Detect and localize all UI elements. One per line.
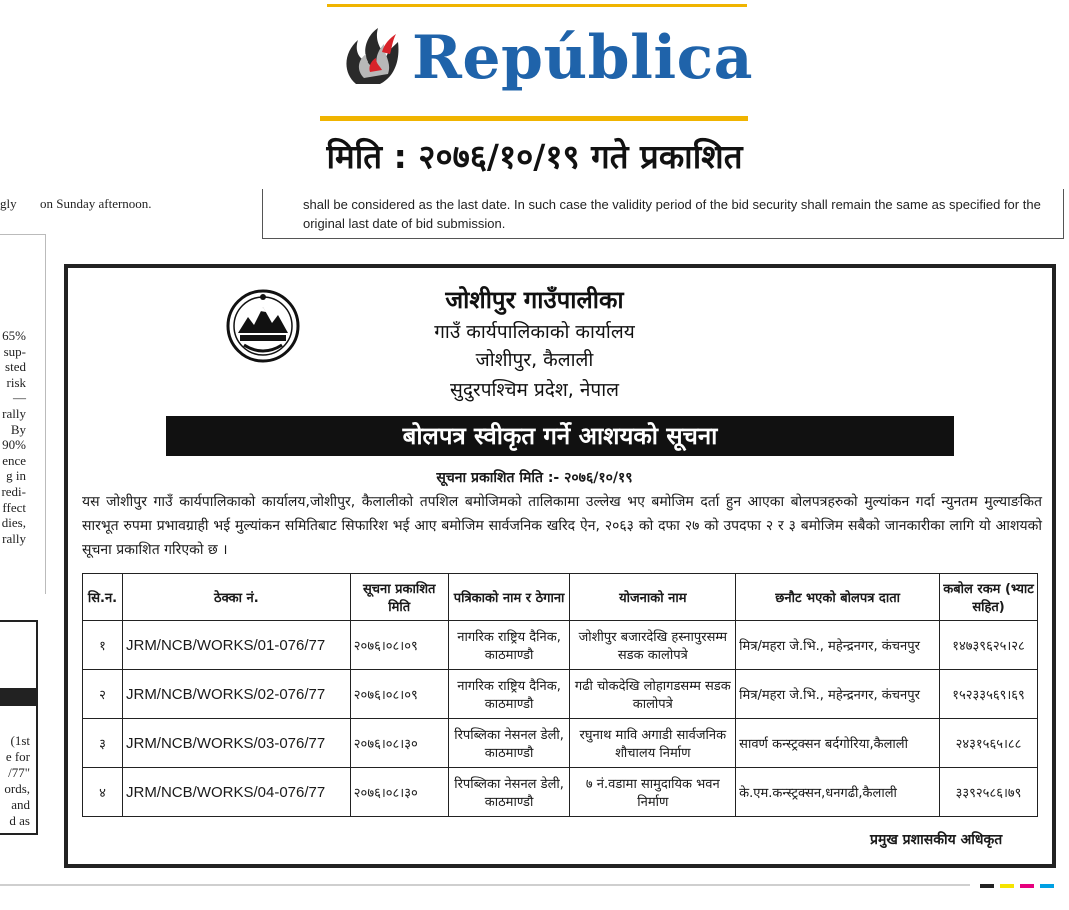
table-row <box>83 621 1038 670</box>
left-box-bar <box>0 688 38 706</box>
registration-mark-cyan <box>1040 884 1054 888</box>
fragment-line: dies, <box>1 515 26 531</box>
cell-contract-no: JRM/NCB/WORKS/02-076/77 <box>122 670 350 719</box>
fragment-line: rally <box>2 405 26 421</box>
cell-project: गढी चोकदेखि लोहागडसम्म सडक कालोपत्रे <box>570 670 736 719</box>
cell-amount: १५२३३५६९।६९ <box>940 670 1038 719</box>
bid-table <box>82 573 1038 817</box>
cell-date: २०७६।०८।३० <box>350 719 448 768</box>
fragment-line: /77" <box>8 765 30 780</box>
cell-newspaper: रिपब्लिका नेसनल डेली, काठमाण्डौ <box>448 768 570 817</box>
cell-amount: १४७३९६२५।२८ <box>940 621 1038 670</box>
fragment-line: (1st <box>10 733 30 748</box>
cell-newspaper: नागरिक राष्ट्रिय दैनिक, काठमाण्डौ <box>448 670 570 719</box>
cell-project: जोशीपुर बजारदेखि हस्नापुरसम्म सडक कालोपत्रे <box>570 621 736 670</box>
fragment-line: risk <box>6 374 26 390</box>
notice-published-date: सूचना प्रकाशित मिति :- २०७६/१०/१९ <box>436 470 633 486</box>
cell-bidder: मित्र/महरा जे.भि., महेन्द्रनगर, कंचनपुर <box>736 621 940 670</box>
header-bidder: छनौट भएको बोलपत्र दाता <box>736 574 940 621</box>
fragment-line: ence <box>2 452 26 468</box>
cell-date: २०७६।०८।०९ <box>350 670 448 719</box>
cell-bidder: सावर्ण कन्स्ट्रक्सन बर्दगोरिया,कैलाली <box>736 719 940 768</box>
publish-date-note: मिति : २०७६/१०/१९ गते प्रकाशित <box>326 137 743 176</box>
fragment-line: e for <box>5 749 30 764</box>
header-amount: कबोल रकम (भ्याट सहित) <box>940 574 1038 621</box>
signature-title: प्रमुख प्रशासकीय अधिकृत <box>870 832 1003 848</box>
footer-rule <box>0 884 970 886</box>
fragment-line: redi- <box>1 483 26 499</box>
masthead-bottom-rule <box>320 116 748 121</box>
cell-amount: २४३१५६५।८८ <box>940 719 1038 768</box>
cell-bidder: के.एम.कन्स्ट्रक्सन,धनगढी,कैलाली <box>736 768 940 817</box>
cell-date: २०७६।०८।३० <box>350 768 448 817</box>
cell-serial: ४ <box>83 768 123 817</box>
table-row <box>83 719 1038 768</box>
cell-contract-no: JRM/NCB/WORKS/01-076/77 <box>122 621 350 670</box>
fragment-top-left: gly <box>0 196 17 211</box>
cell-project: रघुनाथ मावि अगाडी सार्वजनिक शौचालय निर्माण <box>570 719 736 768</box>
fragment-line: rally <box>2 530 26 546</box>
cell-amount: ३३९२५८६।७९ <box>940 768 1038 817</box>
fragment-top-mid: on Sunday afternoon. <box>40 196 152 211</box>
registration-mark-yellow <box>1000 884 1014 888</box>
notice-title: बोलपत्र स्वीकृत गर्ने आशयको सूचना <box>166 416 954 456</box>
header-project: योजनाको नाम <box>570 574 736 621</box>
table-row <box>83 768 1038 817</box>
office-address: जोशीपुर, कैलाली <box>475 349 594 371</box>
office-province: सुदुरपश्चिम प्रदेश, नेपाल <box>450 379 619 401</box>
table-row <box>83 670 1038 719</box>
fragment-line: d as <box>9 813 30 828</box>
brand-name: República <box>412 23 754 93</box>
fragment-line: and <box>11 797 30 812</box>
cell-project: ७ नं.वडामा सामुदायिक भवन निर्माण <box>570 768 736 817</box>
office-name: जोशीपुर गाउँपालीका <box>445 286 624 314</box>
fragment-line: ffect <box>2 499 26 515</box>
fragment-line: 65% <box>2 328 26 343</box>
fragment-line: — <box>13 390 26 406</box>
fragment-line: ords, <box>4 781 30 796</box>
header-published-date: सूचना प्रकाशित मिति <box>350 574 448 621</box>
header-newspaper: पत्रिकाको नाम र ठेगाना <box>448 574 570 621</box>
cell-serial: २ <box>83 670 123 719</box>
cell-newspaper: रिपब्लिका नेसनल डेली, काठमाण्डौ <box>448 719 570 768</box>
fragment-line: By <box>10 421 26 437</box>
previous-notice-fragment: shall be considered as the last date. In such case the validity period of the bid security shall remain the same as specified for the original last date of bid submission. <box>262 189 1064 239</box>
cell-contract-no: JRM/NCB/WORKS/03-076/77 <box>122 719 350 768</box>
column-divider <box>0 234 45 235</box>
cell-contract-no: JRM/NCB/WORKS/04-076/77 <box>122 768 350 817</box>
fragment-line: g in <box>6 468 26 484</box>
fragment-line: sted <box>5 359 26 375</box>
fragment-line: sup- <box>3 343 26 359</box>
cell-serial: ३ <box>83 719 123 768</box>
masthead-top-rule <box>327 4 747 7</box>
notice-body: यस जोशीपुर गाउँ कार्यपालिकाको कार्यालय,जोशीपुर, कैलालीको तपशिल बमोजिमको तालिकामा उल्लेख भए बमोजिम दर्ता हुन आएका बोलपत्रहरुको मुल्यांकन गर्दा न्युनतम मुल्याङकित सारभूत रुपमा प्रभावग्राही भई मुल्यांकन समितिबाट सिफारिश भई आए बमोजिम सार्वजनिक खरिद ऐन, २०६३ को दफा २७ को उपदफा २ र ३ बमोजिम सबैको जानकारीका लागि यो आशयको सूचना प्रकाशित गरिएको छ । <box>82 494 1042 558</box>
header-serial: सि.न. <box>83 574 123 621</box>
cell-serial: १ <box>83 621 123 670</box>
cell-bidder: मित्र/महरा जे.भि., महेन्द्रनगर, कंचनपुर <box>736 670 940 719</box>
registration-mark-black <box>980 884 994 888</box>
office-subtitle: गाउँ कार्यपालिकाको कार्यालय <box>434 321 635 343</box>
cell-date: २०७६।०८।०९ <box>350 621 448 670</box>
cell-newspaper: नागरिक राष्ट्रिय दैनिक, काठमाण्डौ <box>448 621 570 670</box>
republica-flame-icon <box>338 22 408 94</box>
registration-mark-magenta <box>1020 884 1034 888</box>
table-header-row <box>83 574 1038 621</box>
left-bottom-fragment <box>0 733 30 829</box>
fragment-line: 90% <box>2 437 26 453</box>
header-contract-no: ठेक्का नं. <box>122 574 350 621</box>
